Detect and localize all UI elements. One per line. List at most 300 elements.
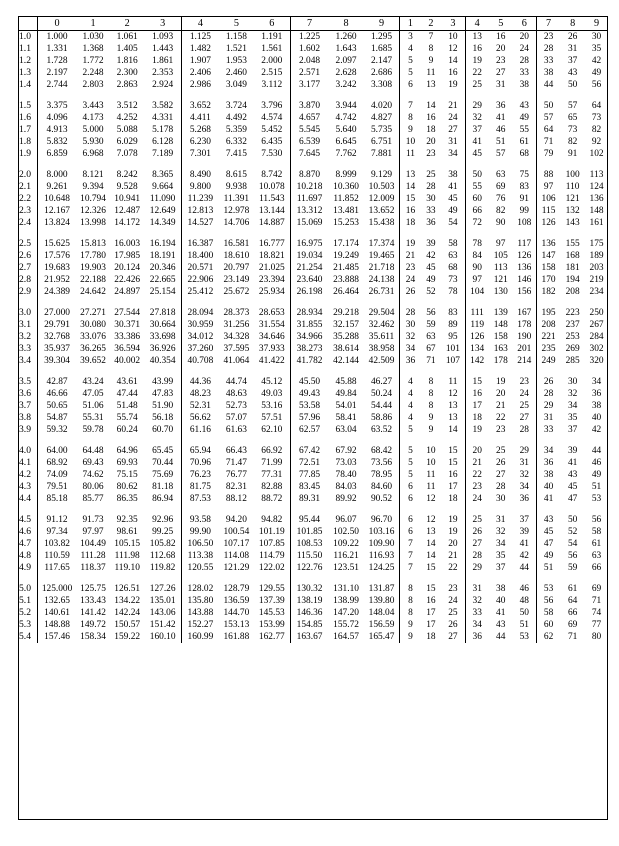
cube-value: 31.554: [254, 319, 290, 331]
table-row: [18, 319, 608, 331]
gap-cell: [421, 160, 442, 169]
row-label: 2.7: [18, 262, 38, 274]
gap-cell: [38, 367, 76, 376]
table-row: [18, 514, 608, 526]
cube-value: 2.803: [82, 80, 104, 90]
mean-difference: 91: [567, 149, 578, 159]
gap-cell: [400, 574, 421, 583]
cube-value: 2.248: [82, 68, 104, 78]
row-label: 4.5: [18, 514, 38, 526]
cube-value: 49.43: [299, 389, 321, 399]
table-row: [18, 445, 608, 457]
gap-cell: [364, 160, 400, 169]
table-row: [18, 100, 608, 112]
cube-value: 122.02: [254, 562, 290, 574]
gap-cell: [465, 298, 489, 307]
mean-difference: 26: [405, 287, 416, 297]
cube-value: 63.52: [364, 424, 400, 436]
cube-value: 6.859: [46, 149, 68, 159]
gap-cell: [328, 505, 363, 514]
cube-value: 103.16: [364, 526, 400, 538]
mean-difference: 61: [513, 136, 537, 148]
mean-difference: 44: [591, 446, 602, 456]
gap-cell: [536, 436, 560, 445]
mean-difference: 45: [567, 482, 578, 492]
gap-cell: [219, 229, 254, 238]
cube-value: 23.149: [223, 275, 250, 285]
cube-value: 134.22: [114, 596, 141, 606]
cube-value: 50.24: [364, 388, 400, 400]
row-label: 4.2: [18, 469, 38, 481]
cube-value: 22.426: [114, 275, 141, 285]
mean-difference: 41: [496, 113, 506, 123]
cube-value: 164.57: [333, 632, 359, 642]
cube-value: 34.646: [254, 331, 290, 343]
cube-value: 51.48: [116, 401, 138, 411]
mean-difference: 163: [493, 344, 508, 354]
mean-difference: 10: [426, 458, 436, 468]
table-row: [18, 124, 608, 136]
cube-value: 4.657: [299, 113, 321, 123]
mean-difference: 64: [591, 101, 602, 111]
mean-difference: 201: [513, 343, 537, 355]
mean-difference: 13: [405, 170, 416, 180]
mean-difference: 99: [513, 205, 537, 217]
mean-difference: 9: [408, 620, 413, 630]
mean-difference: 158: [541, 263, 556, 273]
mean-difference: 28: [405, 308, 416, 318]
row-label: 2.8: [18, 274, 38, 286]
cube-value: 130.32: [296, 584, 323, 594]
mean-difference: 18: [405, 218, 416, 228]
cube-value: 4.411: [190, 113, 211, 123]
gap-cell: [219, 367, 254, 376]
cube-value: 15.069: [296, 218, 323, 228]
table-row: [18, 469, 608, 481]
mean-difference: 234: [589, 287, 604, 297]
mean-difference: 36: [472, 632, 482, 642]
cube-value: 8.121: [82, 170, 104, 180]
header-col: 4: [182, 17, 219, 31]
cube-value: 48.63: [225, 389, 247, 399]
gap-cell: [182, 574, 219, 583]
cube-value: 20.124: [114, 263, 141, 273]
cube-value: 124.25: [364, 562, 400, 574]
cube-value: 5.735: [364, 124, 400, 136]
mean-difference: 34: [405, 344, 416, 354]
mean-difference: 68: [441, 262, 465, 274]
gap-cell: [560, 367, 585, 376]
gap-cell: [421, 367, 442, 376]
cube-value: 19.903: [80, 263, 106, 273]
mean-difference: 55: [513, 124, 537, 136]
gap-cell: [364, 91, 400, 100]
cube-value: 57.96: [299, 413, 321, 423]
mean-difference: 21: [472, 458, 482, 468]
gap-cell: [465, 505, 489, 514]
mean-difference: 8: [428, 44, 434, 54]
mean-difference: 269: [565, 344, 580, 354]
mean-difference: 13: [426, 527, 436, 537]
cube-value: 18.191: [144, 250, 181, 262]
cube-value: 19.034: [296, 251, 323, 261]
cube-value: 65.94: [189, 446, 211, 456]
gap-cell: [182, 505, 219, 514]
mean-difference: 67: [426, 344, 436, 354]
cube-value: 46.27: [364, 376, 400, 388]
mean-difference: 6: [408, 527, 413, 537]
cube-value: 154.85: [296, 620, 323, 630]
mean-difference: 250: [589, 308, 604, 318]
cube-value: 81.75: [189, 482, 211, 492]
mean-difference: 38: [513, 79, 537, 91]
gap-cell: [560, 229, 585, 238]
mean-difference: 178: [493, 356, 508, 366]
mean-difference: 16: [426, 113, 436, 123]
cube-value: 12.649: [144, 205, 181, 217]
cube-value: 30.080: [80, 320, 106, 330]
cube-value: 1.030: [82, 32, 104, 42]
mean-difference: 51: [591, 482, 602, 492]
table-row: [18, 595, 608, 607]
header-col: 1: [76, 17, 110, 31]
cube-value: 88.72: [254, 493, 290, 505]
mean-difference: 95: [441, 331, 465, 343]
cube-value: 85.77: [82, 494, 104, 504]
mean-difference: 22: [472, 470, 482, 480]
cube-value: 48.23: [189, 389, 211, 399]
cube-value: 114.79: [254, 550, 290, 562]
mean-difference: 161: [589, 218, 604, 228]
cube-value: 92.35: [116, 515, 138, 525]
cube-value: 35.937: [44, 344, 70, 354]
cube-value: 59.78: [82, 425, 104, 435]
mean-difference: 16: [496, 32, 506, 42]
gap-cell: [182, 91, 219, 100]
cube-value: 36.926: [144, 343, 181, 355]
gap-cell: [254, 574, 290, 583]
cube-value: 19.465: [364, 250, 400, 262]
mean-difference: 28: [496, 482, 506, 492]
mean-difference: 8: [408, 113, 413, 123]
gap-cell: [489, 574, 513, 583]
cube-value: 89.31: [299, 494, 321, 504]
gap-cell: [182, 160, 219, 169]
cube-value: 33.698: [144, 331, 181, 343]
cube-value: 7.645: [299, 149, 321, 159]
mean-difference: 73: [441, 274, 465, 286]
row-label: 2.9: [18, 286, 38, 298]
mean-difference: 111: [470, 308, 484, 318]
mean-difference: 130: [493, 287, 508, 297]
cube-value: 43.24: [82, 377, 104, 387]
mean-difference: 37: [567, 425, 578, 435]
cube-value: 106.50: [187, 539, 214, 549]
cube-value: 18.610: [223, 251, 250, 261]
cube-value: 7.881: [364, 148, 400, 160]
gap-cell: [364, 229, 400, 238]
gap-cell: [489, 229, 513, 238]
cube-value: 19.683: [44, 263, 70, 273]
cube-value: 50.65: [46, 401, 68, 411]
cube-value: 26.731: [364, 286, 400, 298]
gap-cell: [536, 505, 560, 514]
table-row: [18, 286, 608, 298]
cube-value: 51.06: [82, 401, 104, 411]
gap-cell: [536, 574, 560, 583]
cube-value: 3.443: [82, 101, 104, 111]
mean-difference: 57: [567, 101, 578, 111]
gap-cell: [144, 298, 181, 307]
gap-cell: [328, 298, 363, 307]
cube-value: 84.03: [335, 482, 357, 492]
mean-difference: 63: [441, 250, 465, 262]
cube-value: 17.576: [44, 251, 70, 261]
mean-difference: 132: [565, 206, 580, 216]
mean-difference: 37: [567, 56, 578, 66]
mean-difference: 17: [426, 620, 436, 630]
gap-cell: [76, 229, 110, 238]
cube-value: 1.225: [299, 32, 321, 42]
cube-value: 9.664: [144, 181, 181, 193]
row-label: 3.5: [18, 376, 38, 388]
mean-difference: 105: [493, 251, 508, 261]
cube-value: 47.44: [116, 389, 138, 399]
gap-cell: [421, 436, 442, 445]
mean-difference: 41: [543, 494, 554, 504]
gap-cell: [38, 298, 76, 307]
cube-value: 57.51: [254, 412, 290, 424]
cube-value: 1.861: [144, 55, 181, 67]
cube-value: 70.44: [144, 457, 181, 469]
mean-difference: 60: [543, 620, 554, 630]
mean-difference: 19: [405, 239, 416, 249]
table-row: [18, 31, 608, 44]
mean-difference: 21: [441, 100, 465, 112]
cube-value: 80.62: [116, 482, 138, 492]
mean-difference: 156: [513, 286, 537, 298]
mean-difference: 24: [405, 275, 416, 285]
mean-difference: 20: [513, 31, 537, 44]
cube-value: 131.10: [333, 584, 359, 594]
mean-difference: 18: [426, 125, 436, 135]
mean-difference: 16: [472, 44, 482, 54]
mean-difference: 49: [543, 551, 554, 561]
header-row: [18, 17, 608, 31]
header-col: 9: [364, 17, 400, 31]
mean-difference: 167: [513, 307, 537, 319]
row-label: 4.3: [18, 481, 38, 493]
cube-value: 55.31: [82, 413, 104, 423]
cube-value: 4.742: [335, 113, 357, 123]
row-label: 1.6: [18, 112, 38, 124]
cube-value: 25.672: [223, 287, 250, 297]
table-row: [18, 343, 608, 355]
cube-value: 8.242: [116, 170, 138, 180]
header-col: 0: [38, 17, 76, 31]
mean-difference: 71: [567, 632, 578, 642]
cube-value: 113.38: [187, 551, 214, 561]
gap-cell: [400, 367, 421, 376]
mean-difference: 28: [426, 182, 436, 192]
cube-table: [18, 16, 608, 820]
mean-difference: 41: [472, 137, 482, 147]
cube-value: 92.96: [144, 514, 181, 526]
row-label: 1.0: [18, 31, 38, 44]
cube-value: 11.391: [223, 194, 250, 204]
cube-value: 17.374: [364, 238, 400, 250]
cube-value: 102.50: [333, 527, 359, 537]
cube-value: 108.53: [296, 539, 323, 549]
mean-difference: 27: [513, 412, 537, 424]
cube-value: 37.260: [187, 344, 214, 354]
mean-difference: 28: [543, 44, 554, 54]
cube-value: 18.821: [254, 250, 290, 262]
gap-cell: [76, 91, 110, 100]
cube-value: 3.112: [254, 79, 290, 91]
gap-cell: [219, 298, 254, 307]
cube-value: 56.62: [189, 413, 211, 423]
cube-value: 2.863: [116, 80, 138, 90]
cube-value: 1.816: [116, 56, 138, 66]
mean-difference: 203: [589, 263, 604, 273]
cube-value: 1.260: [335, 32, 357, 42]
cube-value: 29.504: [364, 307, 400, 319]
row-label: 1.2: [18, 55, 38, 67]
mean-difference: 66: [472, 206, 482, 216]
mean-difference: 42: [426, 251, 436, 261]
mean-difference: 284: [589, 332, 604, 342]
mean-difference: 26: [543, 377, 554, 387]
header-diff-col: 6: [513, 17, 537, 31]
mean-difference: 142: [470, 356, 485, 366]
gap-cell: [144, 505, 181, 514]
mean-difference: 158: [493, 332, 508, 342]
cube-value: 17.780: [80, 251, 106, 261]
table-row: [18, 562, 608, 574]
cube-value: 107.17: [223, 539, 250, 549]
mean-difference: 23: [496, 56, 506, 66]
mean-difference: 30: [591, 32, 602, 42]
cube-value: 5.268: [189, 125, 211, 135]
row-label: 2.5: [18, 238, 38, 250]
mean-difference: 18: [472, 413, 482, 423]
cube-value: 75.69: [144, 469, 181, 481]
mean-difference: 14: [426, 551, 436, 561]
cube-value: 21.952: [44, 275, 70, 285]
cube-value: 1.482: [189, 44, 211, 54]
mean-difference: 50: [543, 101, 554, 111]
gap-cell: [421, 229, 442, 238]
cube-value: 156.59: [364, 619, 400, 631]
gap-cell: [513, 505, 537, 514]
cube-value: 24.138: [364, 274, 400, 286]
cube-value: 79.51: [46, 482, 68, 492]
row-label: 3.8: [18, 412, 38, 424]
gap-cell: [585, 160, 608, 169]
cube-value: 93.58: [189, 515, 211, 525]
table-row: [18, 238, 608, 250]
header-diff-col: 8: [560, 17, 585, 31]
mean-difference: 34: [441, 148, 465, 160]
mean-difference: 32: [405, 332, 416, 342]
mean-difference: 19: [496, 377, 506, 387]
cube-value: 161.88: [223, 632, 250, 642]
mean-difference: 82: [496, 206, 506, 216]
mean-difference: 19: [441, 514, 465, 526]
mean-difference: 195: [541, 308, 556, 318]
cube-value: 17.985: [114, 251, 141, 261]
gap-cell: [465, 91, 489, 100]
mean-difference: 155: [565, 239, 580, 249]
gap-cell: [441, 574, 465, 583]
cube-value: 40.708: [187, 356, 214, 366]
mean-difference: 148: [493, 320, 508, 330]
cube-value: 3.512: [116, 101, 138, 111]
mean-difference: 223: [565, 308, 580, 318]
mean-difference: 24: [513, 388, 537, 400]
header-diff-col: 7: [536, 17, 560, 31]
cube-value: 77.31: [254, 469, 290, 481]
cube-value: 34.012: [187, 332, 214, 342]
cube-value: 135.01: [144, 595, 181, 607]
mean-difference: 31: [567, 44, 578, 54]
mean-difference: 8: [428, 377, 434, 387]
gap-cell: [536, 160, 560, 169]
mean-difference: 43: [513, 100, 537, 112]
cube-value: 1.331: [46, 44, 68, 54]
mean-difference: 189: [589, 251, 604, 261]
cube-value: 145.53: [254, 607, 290, 619]
mean-difference: 148: [589, 206, 604, 216]
cube-value: 82.88: [254, 481, 290, 493]
gap-cell: [364, 505, 400, 514]
cube-value: 77.85: [299, 470, 321, 480]
mean-difference: 33: [513, 67, 537, 79]
header-diff-col: 3: [441, 17, 465, 31]
cube-value: 104.49: [80, 539, 106, 549]
cube-value: 9.129: [364, 169, 400, 181]
cube-value: 2.000: [254, 55, 290, 67]
mean-difference: 26: [567, 32, 578, 42]
mean-difference: 83: [441, 307, 465, 319]
mean-difference: 54: [567, 539, 578, 549]
mean-difference: 24: [441, 112, 465, 124]
mean-difference: 33: [543, 56, 554, 66]
cube-value: 22.906: [187, 275, 214, 285]
mean-difference: 73: [567, 125, 578, 135]
gap-cell: [18, 229, 38, 238]
cube-value: 141.42: [80, 608, 106, 618]
table-row: [18, 607, 608, 619]
mean-difference: 83: [513, 181, 537, 193]
mean-difference: 51: [543, 563, 554, 573]
mean-difference: 35: [496, 551, 506, 561]
mean-difference: 35: [591, 44, 602, 54]
mean-difference: 19: [472, 425, 482, 435]
cube-value: 114.08: [223, 551, 250, 561]
cube-value: 15.438: [364, 217, 400, 229]
mean-difference: 34: [472, 620, 482, 630]
mean-difference: 237: [565, 320, 580, 330]
cube-value: 25.412: [187, 287, 214, 297]
mean-difference: 8: [408, 596, 413, 606]
cube-value: 91.12: [46, 515, 68, 525]
gap-cell: [465, 367, 489, 376]
cube-value: 24.642: [80, 287, 106, 297]
cube-value: 2.628: [335, 68, 357, 78]
gap-cell: [18, 367, 38, 376]
